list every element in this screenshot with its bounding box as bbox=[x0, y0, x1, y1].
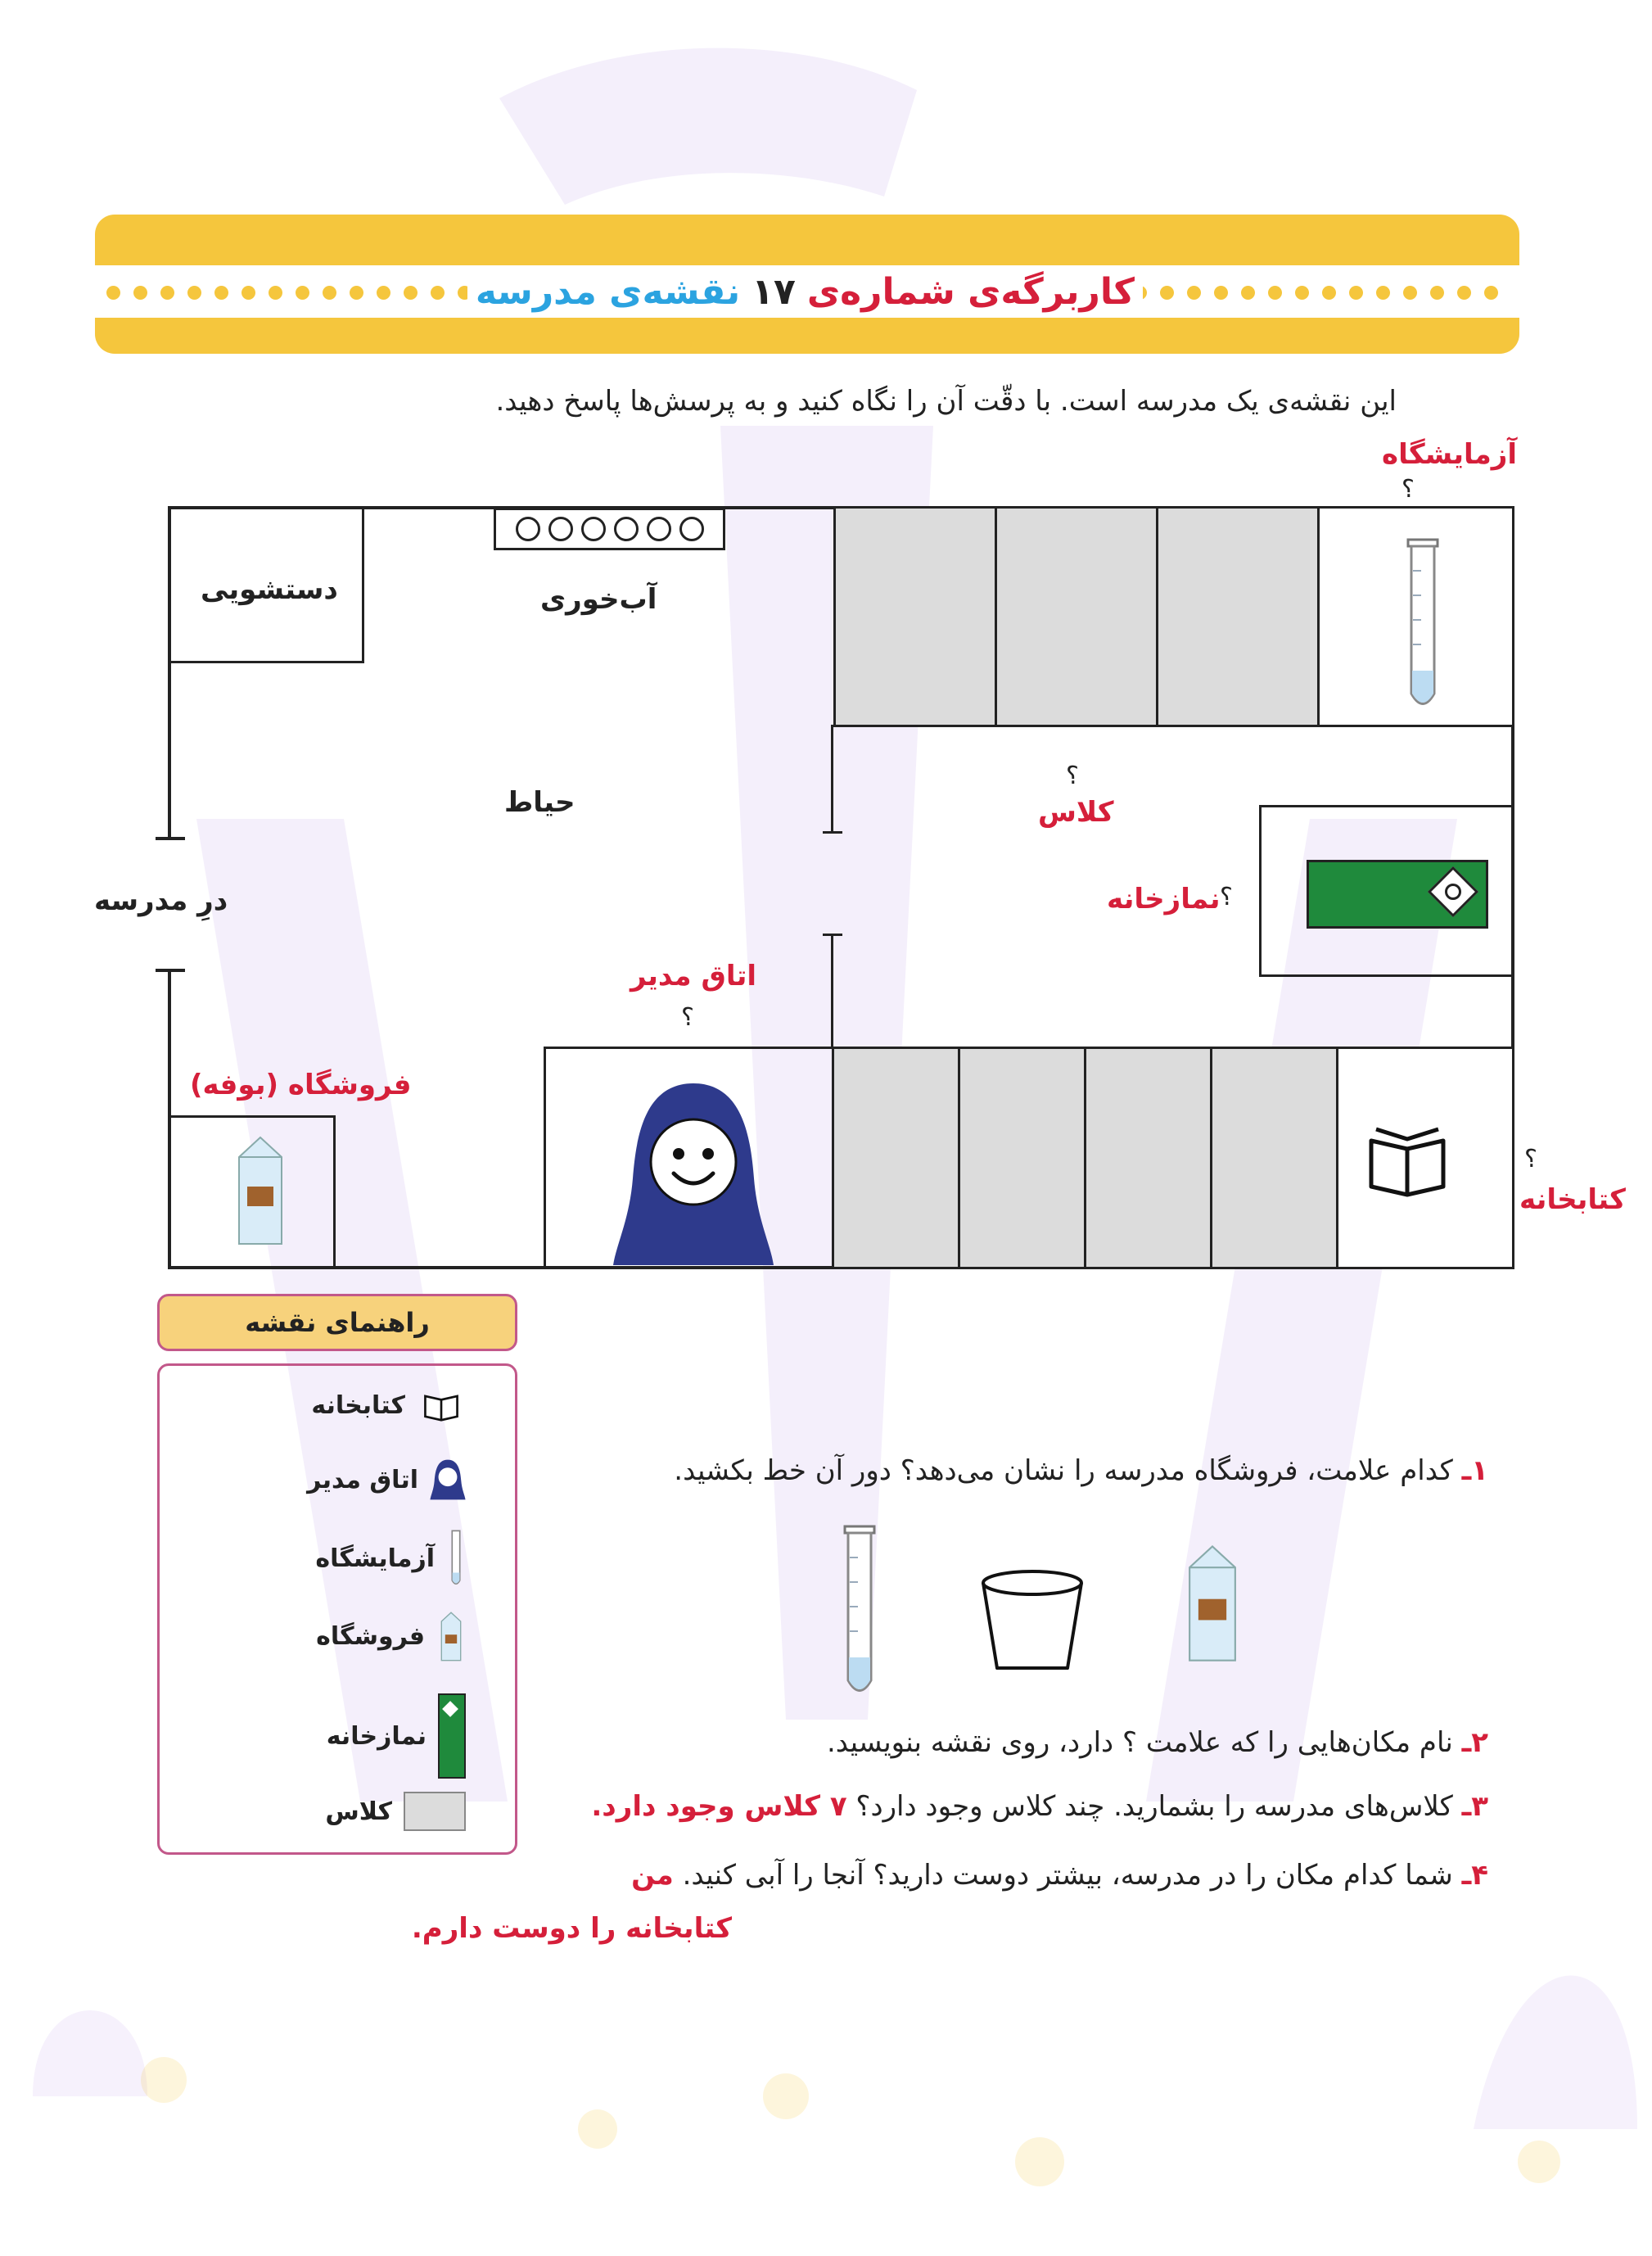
test-tube-icon bbox=[446, 1528, 466, 1589]
shop-room bbox=[168, 1115, 336, 1269]
title-strip bbox=[95, 265, 1519, 318]
worksheet-number: ۱۷ bbox=[752, 270, 796, 313]
corridor-door-top bbox=[823, 831, 842, 834]
principal-room bbox=[544, 1047, 834, 1269]
choice-milk-carton-icon bbox=[1176, 1541, 1249, 1664]
question-1-text: کدام علامت، فروشگاه مدرسه را نشان می‌دهد؟ دور آن خط بکشید. bbox=[674, 1454, 1453, 1487]
question-4-text: شما کدام مکان را در مدرسه، بیشتر دوست دارید؟ آنجا را آبی کنید. bbox=[682, 1859, 1453, 1892]
legend-classroom-label: کلاس bbox=[325, 1797, 392, 1826]
yard-label: حیاط bbox=[504, 786, 575, 819]
classroom-7 bbox=[1210, 1047, 1338, 1269]
water-fountain bbox=[494, 508, 725, 550]
book-icon bbox=[1366, 1124, 1448, 1198]
lab-room bbox=[1317, 506, 1514, 727]
legend-shop bbox=[316, 1610, 466, 1662]
principal-icon bbox=[430, 1458, 466, 1502]
principal-icon bbox=[612, 1080, 775, 1268]
legend-box bbox=[157, 1363, 517, 1855]
library-label: کتابخانه bbox=[1519, 1183, 1626, 1216]
prayer-rug-icon bbox=[438, 1693, 466, 1779]
prayer-rug-icon bbox=[1307, 860, 1488, 929]
question-3 bbox=[591, 1790, 1488, 1823]
milk-carton-icon bbox=[436, 1610, 466, 1662]
legend-library-label: کتابخانه bbox=[311, 1390, 405, 1420]
lab-question-mark: ؟ bbox=[1401, 475, 1415, 504]
choice-cup-icon bbox=[979, 1568, 1086, 1675]
test-tube-icon bbox=[1398, 538, 1447, 718]
question-4 bbox=[631, 1859, 1488, 1892]
principal-question-mark: ؟ bbox=[681, 1003, 694, 1032]
milk-carton-icon bbox=[228, 1133, 293, 1247]
legend-classroom bbox=[325, 1792, 466, 1831]
title-part2: نقشه‌ی مدرسه bbox=[475, 270, 741, 313]
gate-post-top bbox=[156, 837, 185, 840]
principal-label: اتاق مدیر bbox=[630, 960, 757, 992]
classroom-icon bbox=[404, 1792, 466, 1831]
legend-lab-label: آزمایشگاه bbox=[315, 1544, 435, 1573]
question-4-answer-1: من bbox=[631, 1859, 674, 1892]
classroom-6 bbox=[1084, 1047, 1212, 1269]
class-label: کلاس bbox=[1038, 796, 1114, 829]
fountain-label: آب‌خوری bbox=[540, 583, 657, 616]
library-question-mark: ؟ bbox=[1524, 1145, 1537, 1173]
question-2-text: نام مکان‌هایی را که علامت ؟ دارد، روی نقشه بنویسید. bbox=[826, 1726, 1453, 1759]
question-2 bbox=[827, 1726, 1488, 1759]
legend-prayer-label: نمازخانه bbox=[326, 1721, 427, 1751]
prayer-question-mark: ؟ bbox=[1220, 883, 1233, 911]
question-3-answer: ۷ کلاس وجود دارد. bbox=[591, 1790, 847, 1823]
title-banner bbox=[95, 215, 1519, 354]
lab-label: آزمایشگاه bbox=[1382, 438, 1518, 471]
gate-label: درِ مدرسه bbox=[94, 884, 228, 917]
corridor-wall-lower bbox=[831, 934, 833, 1048]
title-part1: کاربرگه‌ی شماره‌ی bbox=[806, 270, 1135, 313]
choice-test-tube-icon bbox=[835, 1525, 884, 1705]
classroom-2 bbox=[995, 506, 1158, 727]
book-icon bbox=[417, 1389, 466, 1422]
question-4-number: ۴ـ bbox=[1461, 1859, 1488, 1892]
classroom-1 bbox=[833, 506, 997, 727]
classroom-3 bbox=[1156, 506, 1320, 727]
gate-post-bottom bbox=[156, 969, 185, 972]
restroom-label: دستشویی bbox=[201, 573, 338, 606]
corridor-top-wall bbox=[831, 725, 1514, 727]
prayer-label: نمازخانه bbox=[1107, 883, 1221, 916]
legend-shop-label: فروشگاه bbox=[316, 1621, 425, 1651]
corridor-wall-upper bbox=[831, 725, 833, 831]
legend-prayer bbox=[327, 1693, 466, 1779]
class-question-mark: ؟ bbox=[1066, 762, 1079, 790]
classroom-4 bbox=[832, 1047, 960, 1269]
classroom-5 bbox=[958, 1047, 1086, 1269]
question-3-number: ۳ـ bbox=[1461, 1790, 1488, 1823]
legend-library bbox=[311, 1389, 466, 1422]
question-3-text: کلاس‌های مدرسه را بشمارید. چند کلاس وجود دارد؟ bbox=[855, 1790, 1453, 1823]
question-1 bbox=[674, 1454, 1488, 1487]
legend-principal bbox=[307, 1458, 466, 1502]
question-2-number: ۲ـ bbox=[1461, 1726, 1488, 1759]
shop-label: فروشگاه (بوفه) bbox=[190, 1069, 412, 1101]
legend-principal-label: اتاق مدیر bbox=[307, 1465, 418, 1494]
question-4-answer-2: کتابخانه را دوست دارم. bbox=[411, 1912, 732, 1945]
prayer-room bbox=[1259, 805, 1514, 977]
legend-lab bbox=[315, 1528, 466, 1589]
legend-title: راهنمای نقشه bbox=[157, 1294, 517, 1351]
question-1-number: ۱ـ bbox=[1461, 1454, 1488, 1487]
intro-text: این نقشه‌ی یک مدرسه است. با دقّت آن را نگاه کنید و به پرسش‌ها پاسخ دهید. bbox=[495, 385, 1397, 418]
library-room bbox=[1336, 1047, 1514, 1269]
page-title bbox=[467, 265, 1143, 318]
